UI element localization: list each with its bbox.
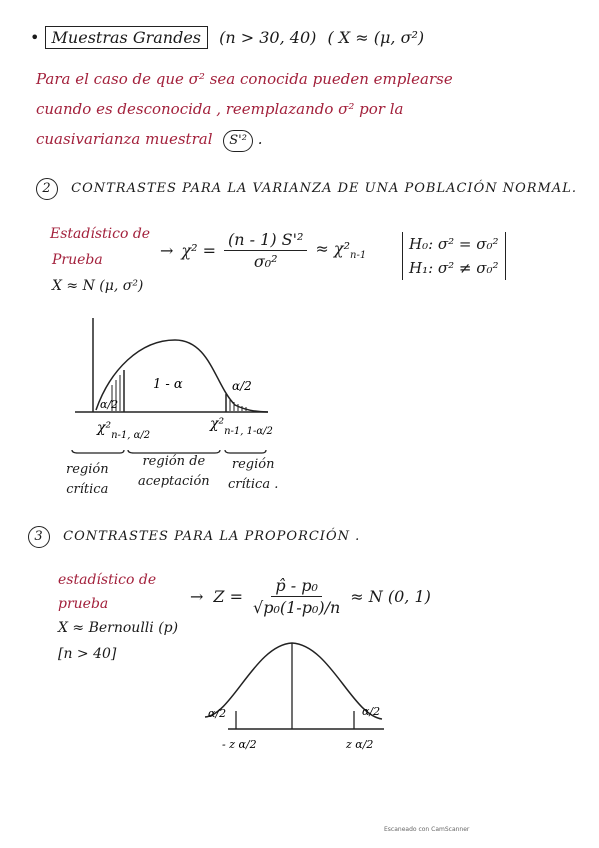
scanner-footer: Escaneado con CamScanner <box>384 826 470 833</box>
section2-title-row <box>36 178 577 200</box>
muestras-grandes-label: Muestras Grandes <box>45 26 208 49</box>
section2-title: CONTRASTES PARA LA VARIANZA DE UNA POBLACIÓN NORMAL. <box>71 181 578 196</box>
section1-header <box>30 28 424 47</box>
z-denominator: √p₀(1-p₀)/n <box>253 598 341 617</box>
right-tail-label: α/2 <box>362 705 381 718</box>
region-critica-left <box>66 460 109 500</box>
left-crit-label: - z α/2 <box>222 738 257 751</box>
chi-square-fraction <box>224 230 307 271</box>
approx-chi <box>315 239 366 261</box>
paragraph-line-3-text: cuasivarianza muestral <box>36 130 213 148</box>
paragraph-line-2: cuando es desconocida , reemplazando σ² por la <box>36 100 404 118</box>
z-fraction <box>253 576 340 617</box>
region-right-line2: crítica . <box>228 477 279 492</box>
region-left-line2: crítica <box>66 482 109 497</box>
h0: H₀: σ² = σ₀² <box>409 235 499 253</box>
s-prime-circled: S'² <box>223 130 253 152</box>
left-tail-label: α/2 <box>100 398 119 411</box>
z-numerator: p̂ - p₀ <box>271 576 321 597</box>
right-crit-label: z α/2 <box>346 738 374 751</box>
region-critica-right <box>228 455 278 495</box>
section2-stat-label-1: Estadístico de <box>50 226 151 242</box>
section3-title-row <box>28 526 360 548</box>
chi-square-lhs: χ² = <box>181 241 217 260</box>
fraction-denominator: σ₀² <box>253 252 278 271</box>
section3-distribution: X ≈ Bernoulli (p) <box>58 620 179 636</box>
region-aceptacion <box>138 452 210 492</box>
hypotheses-box <box>402 232 506 280</box>
section3-formula <box>190 576 431 617</box>
approx-chi-sub: n-1 <box>350 250 367 262</box>
arrow-icon: → <box>160 241 174 260</box>
region-mid-line2: aceptación <box>138 474 210 489</box>
approx-normal: ≈ N (0, 1) <box>350 587 431 606</box>
region-mid-line1: región de <box>142 454 206 469</box>
left-crit-label: $\chi^2_{n-1, \alpha/2}$ <box>97 420 151 441</box>
section3-stat-label-1: estadístico de <box>58 572 157 588</box>
center-label: 1 - α <box>153 377 183 392</box>
normal-graph <box>0 635 599 765</box>
paragraph-line-1: Para el caso de que σ² sea conocida pueden emplearse <box>36 70 453 88</box>
section2-formula <box>160 230 366 271</box>
large-sample-condition: (n > 30, 40) <box>219 28 317 47</box>
distribution-note: ( X ≈ (μ, σ²) <box>327 28 425 47</box>
arrow-icon: → <box>190 587 204 606</box>
chi-square-curve <box>96 340 268 412</box>
right-tail-label: α/2 <box>232 379 252 393</box>
region-right-line1: región <box>231 457 275 472</box>
section3-title: CONTRASTES PARA LA PROPORCIÓN . <box>63 529 361 544</box>
normal-curve <box>205 643 382 719</box>
section3-number: 3 <box>28 526 50 548</box>
section2-stat-label-2: Prueba <box>52 252 103 268</box>
section3-condition: [n > 40] <box>58 646 117 662</box>
right-crit-label: $\chi^2_{n-1, 1-\alpha/2}$ <box>210 416 273 437</box>
section2-number: 2 <box>36 178 58 200</box>
bullet: • <box>30 28 40 47</box>
h1: H₁: σ² ≠ σ₀² <box>409 259 499 277</box>
approx-chi-symbol: ≈ χ² <box>315 239 351 259</box>
region-left-line1: región <box>66 462 109 477</box>
paragraph-line-3: cuasivarianza muestral S'² . <box>36 130 263 152</box>
fraction-numerator: (n - 1) S'² <box>224 230 307 251</box>
section3-stat-label-2: prueba <box>58 596 109 612</box>
z-lhs: Z = <box>213 587 244 606</box>
section2-distribution: X ≈ N (μ, σ²) <box>52 278 144 294</box>
left-tail-label: α/2 <box>208 707 227 720</box>
